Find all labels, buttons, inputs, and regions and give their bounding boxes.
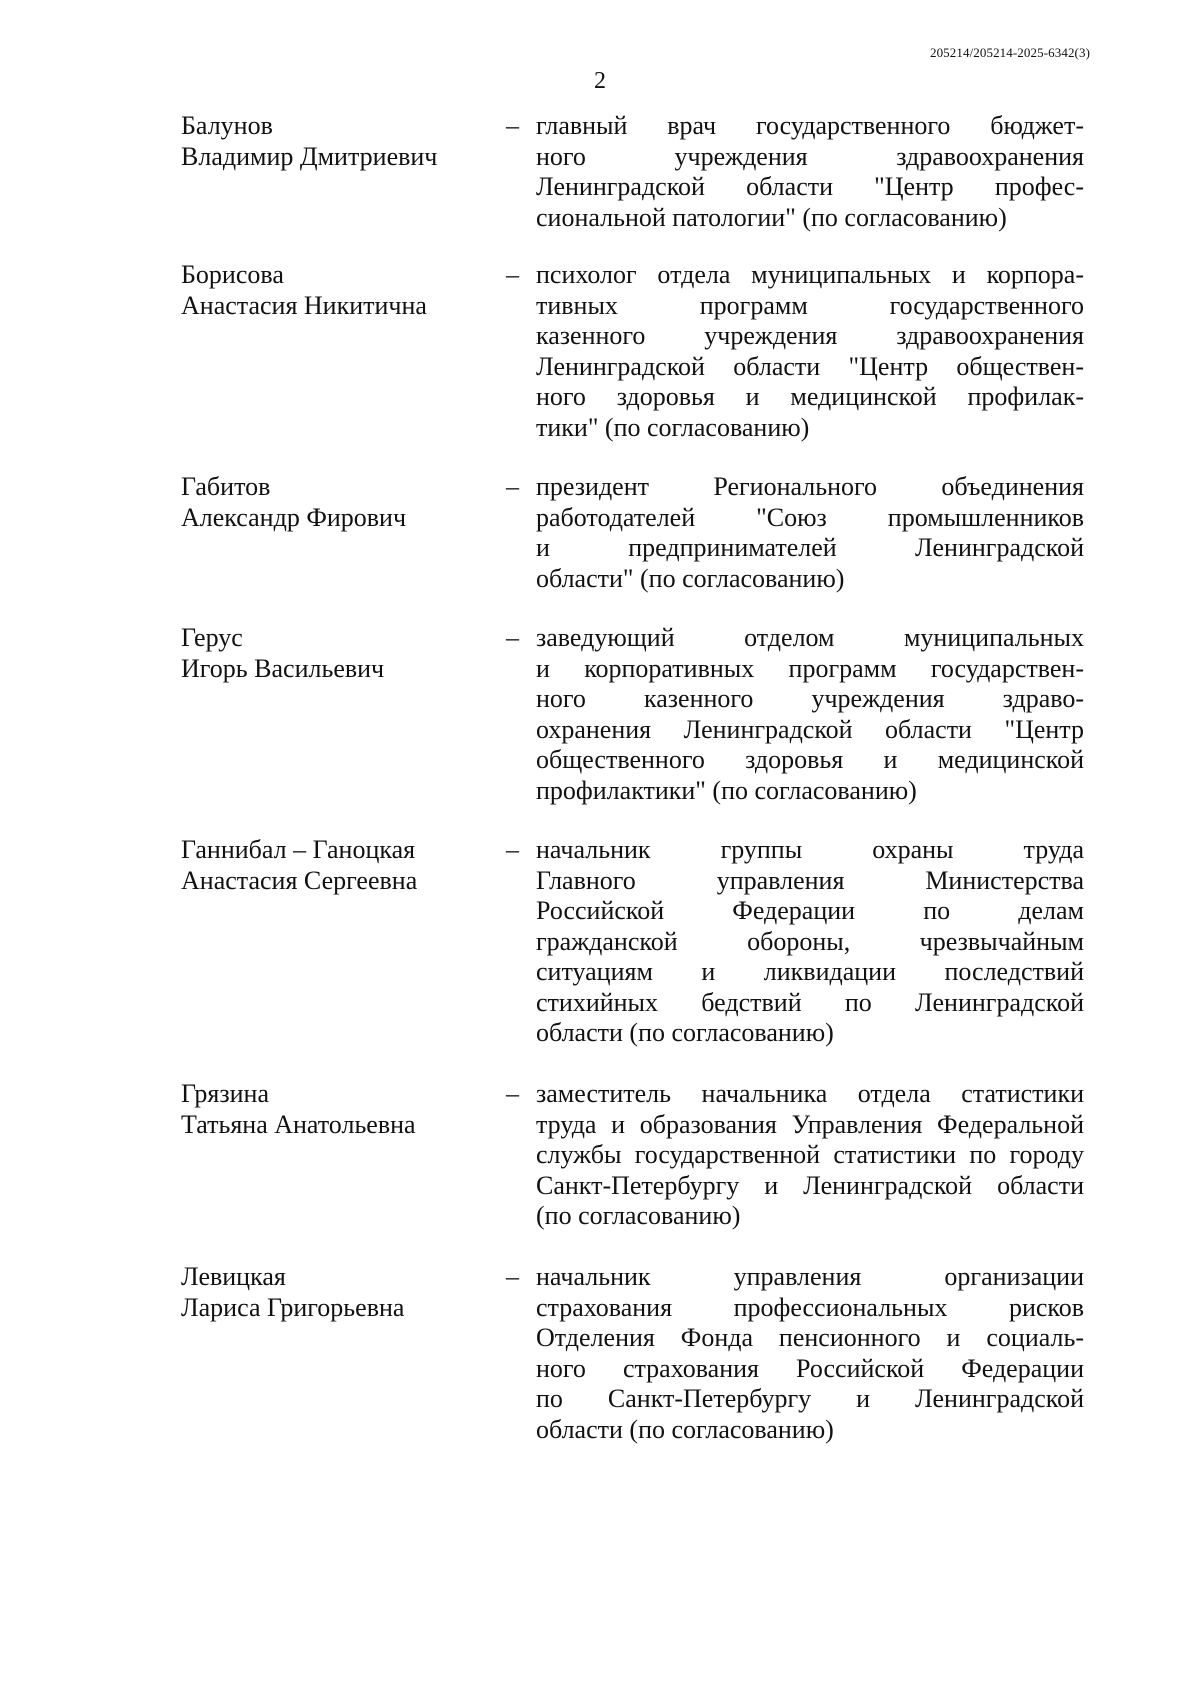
member-given-names: Татьяна Анатольевна [181,1109,416,1139]
member-name [181,260,481,321]
dash-separator: – [506,1079,519,1108]
position-line: и корпоративных программ государствен- [536,653,1084,683]
dash-separator: – [506,835,519,864]
dash-separator: – [506,111,519,140]
position-line: ного казенного учреждения здраво- [536,684,1084,713]
member-given-names: Александр Фирович [181,502,407,532]
member-position [536,1079,1084,1232]
position-line: работодателей "Союз промышленников [536,502,1084,532]
member-name [181,623,481,684]
position-line: области" (по согласованию) [536,563,845,593]
member-position [536,623,1084,806]
position-line: начальник группы охраны труда [536,835,1084,864]
position-line: ситуациям и ликвидации последствий [536,957,1084,986]
member-name [181,472,481,533]
position-line: Ленинградской области "Центр обществен- [536,351,1084,381]
member-name [181,1079,481,1140]
position-line: стихийных бедствий по Ленинградской [536,987,1084,1017]
member-name [181,1262,481,1323]
position-line: Отделения Фонда пенсионного и социаль- [536,1323,1084,1352]
position-line: страхования профессиональных рисков [536,1292,1084,1322]
member-surname: Борисова [181,260,284,289]
member-given-names: Лариса Григорьевна [181,1292,405,1322]
position-line: заведующий отделом муниципальных [536,623,1084,652]
position-line: ного учреждения здравоохранения [536,141,1084,171]
position-line: казенного учреждения здравоохранения [536,321,1084,350]
page-number: 2 [594,68,606,94]
position-line: области (по согласованию) [536,1018,834,1047]
member-surname: Габитов [181,472,271,501]
member-given-names: Анастасия Сергеевна [181,865,418,895]
position-line: сиональной патологии" (по согласованию) [536,202,1007,232]
dash-separator: – [506,260,519,289]
position-line: профилактики" (по согласованию) [536,775,917,805]
member-given-names: Анастасия Никитична [181,290,427,320]
document-id: 205214/205214-2025-6342(3) [929,45,1090,60]
position-line: Ленинградской области "Центр профес- [536,172,1084,201]
member-position [536,260,1084,443]
position-line: психолог отдела муниципальных и корпора- [536,260,1084,289]
position-line: тивных программ государственного [536,290,1084,320]
member-position [536,1262,1084,1445]
position-line: ного страхования Российской Федерации [536,1353,1084,1383]
member-surname: Ганнибал – Ганоцкая [181,835,416,864]
position-line: (по согласованию) [536,1201,741,1230]
member-surname: Герус [181,623,243,652]
member-given-names: Игорь Васильевич [181,653,385,683]
position-line: охранения Ленинградской области "Центр [536,714,1084,744]
member-given-names: Владимир Дмитриевич [181,141,438,171]
position-line: общественного здоровья и медицинской [536,745,1084,774]
position-line: и предпринимателей Ленинградской [536,533,1084,562]
member-position [536,835,1084,1049]
position-line: ного здоровья и медицинской профилак- [536,382,1084,411]
member-surname: Левицкая [181,1262,286,1291]
member-position [536,472,1084,594]
position-line: гражданской обороны, чрезвычайным [536,926,1084,956]
position-line: главный врач государственного бюджет- [536,111,1084,140]
member-name [181,111,481,172]
dash-separator: – [506,472,519,501]
position-line: службы государственной статистики по городу [536,1140,1084,1169]
position-line: тики" (по согласованию) [536,412,810,442]
position-line: по Санкт-Петербургу и Ленинградской [536,1384,1084,1413]
member-name [181,835,481,896]
position-line: Главного управления Министерства [536,865,1084,895]
position-line: труда и образования Управления Федеральной [536,1109,1084,1139]
position-line: Российской Федерации по делам [536,896,1084,925]
position-line: области (по согласованию) [536,1414,834,1444]
member-surname: Грязина [181,1079,269,1108]
member-surname: Балунов [181,111,273,140]
member-position [536,111,1084,233]
position-line: начальник управления организации [536,1262,1084,1291]
position-line: президент Регионального объединения [536,472,1084,501]
position-line: заместитель начальника отдела статистики [536,1079,1084,1108]
dash-separator: – [506,1262,519,1291]
position-line: Санкт-Петербургу и Ленинградской области [536,1170,1084,1200]
dash-separator: – [506,623,519,652]
